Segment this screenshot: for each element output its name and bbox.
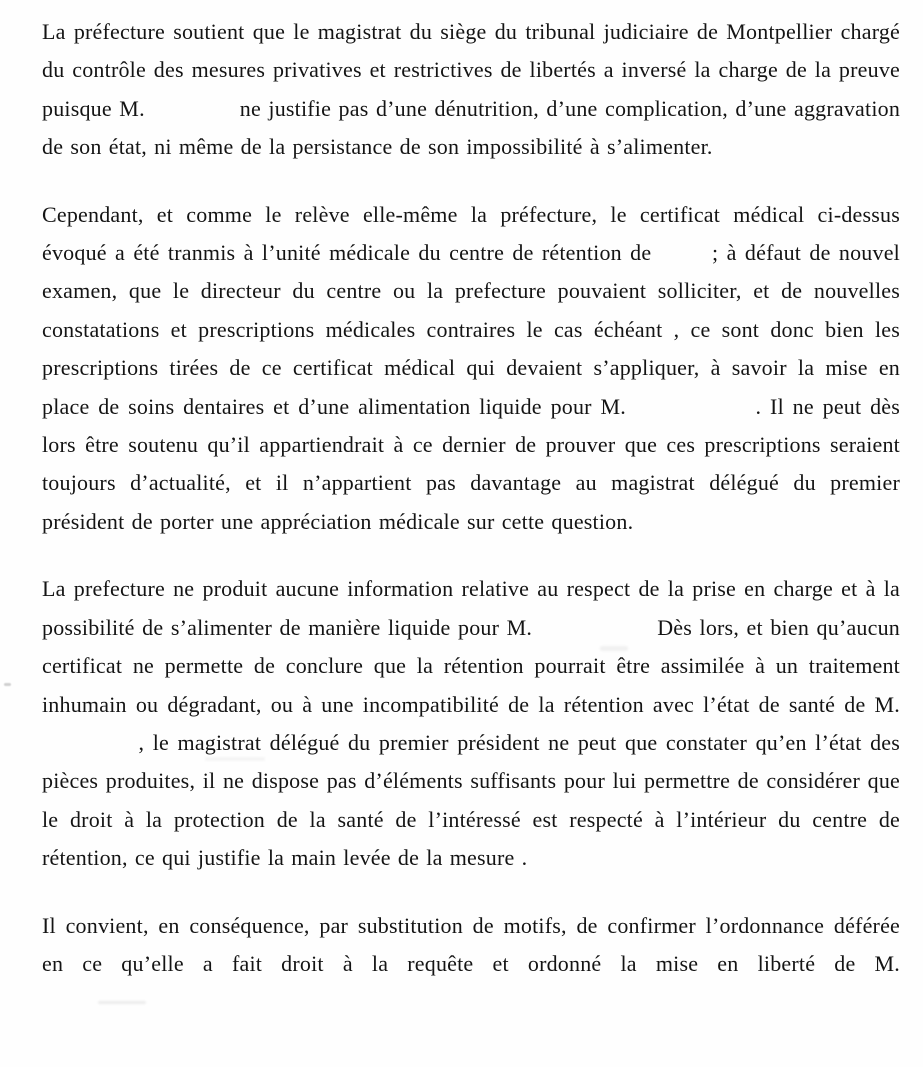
paragraph-text: , le magistrat délégué du premier président ne peut que constater qu’en l’état des pièces produites, il ne dispose pas d’éléments suffisants pour lui permettre de considérer que le droit à la protection de la santé de l’intéressé est respecté à l’intérieur du centre de rétention, ce qui justifie la main levée de la mesure .	[42, 729, 900, 871]
paragraph-2	[42, 196, 900, 542]
paragraph-text: La préfecture soutient que le magistrat du siège du tribunal judiciaire de Montpellier chargé du contrôle des mesures privatives et restrictives de libertés a inversé la charge de la preuve puisque M.	[42, 19, 900, 121]
paragraph-text: Dès lors, et bien qu’aucun certificat ne permette de conclure que la rétention pourrait être assimilée à un traitement inhumain ou dégradant, ou à une incompatibilité de la rétention avec l’état de santé de M.	[42, 614, 900, 717]
paragraph-text: Cependant, et comme le relève elle-même la préfecture, le certificat médical ci-dessus évoqué a été tranmis à l’unité médicale du centre de rétention de	[42, 201, 900, 266]
redacted-place-blank	[660, 258, 704, 260]
redacted-name-blank	[635, 412, 747, 414]
redacted-name-blank	[42, 748, 130, 750]
redacted-name-blank	[540, 633, 650, 635]
paragraph-text: . Il ne peut dès lors être soutenu qu’il appartiendrait à ce dernier de prouver que ces prescriptions seraient toujours d’actualité, et il n’appartient pas davantage au magistrat délégué du premier président de porter une appréciation médicale sur cette question.	[42, 393, 901, 534]
redacted-name-blank	[152, 114, 232, 116]
paragraph-text: La prefecture ne produit aucune information relative au respect de la prise en charge et à la possibilité de s’alimenter de manière liquide pour M.	[42, 576, 900, 640]
document-text	[42, 13, 900, 1012]
paragraph-text: Il convient, en conséquence, par substitution de motifs, de confirmer l’ordonnance déférée en ce qu’elle a fait droit à la requête et ordonné la mise en liberté de M.	[42, 912, 900, 976]
paragraph-3	[42, 570, 900, 877]
scan-artifact-speck	[4, 683, 11, 686]
paragraph-text: ne justifie pas d’une dénutrition, d’une complication, d’une aggravation de son état, ni même de la persistance de son impossibilité à s’alimenter.	[42, 95, 901, 160]
paragraph-text: ; à défaut de nouvel examen, que le directeur du centre ou la prefecture pouvaient solliciter, et de nouvelles constatations et prescriptions médicales contraires le cas échéant , ce sont donc bien les prescriptions tirées de ce certificat médical qui devaient s’appliquer, à savoir la mise en place de soins dentaires et d’une alimentation liquide pour M.	[42, 240, 900, 419]
paragraph-1	[42, 13, 900, 167]
paragraph-4	[42, 907, 900, 984]
